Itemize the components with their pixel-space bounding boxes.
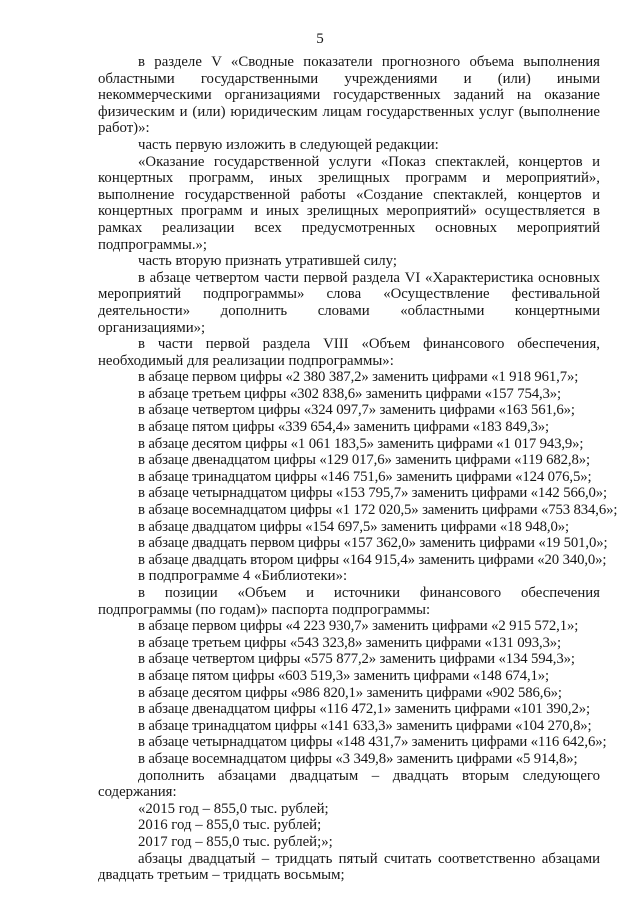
- list-item: в абзаце двадцать первом цифры «157 362,0» заменить цифрами «19 501,0»;: [138, 535, 608, 552]
- list-item: в абзаце четвертом цифры «575 877,2» заменить цифрами «134 594,3»;: [138, 651, 575, 668]
- list-item: в абзаце третьем цифры «543 323,8» заменить цифрами «131 093,3»;: [138, 634, 561, 651]
- paragraph-new-wording: «Оказание государственной услуги «Показ спектаклей, концертов и концертных программ, иных зрелищных программ и мероприятий», выполнение государственной работы «Создание спектаклей, концертов и концертных программ и иных зрелищных мероприятий» осуществляется в рамках реализации всех предусмотренных основных мероприятий подпрограммы.»;: [98, 153, 600, 253]
- paragraph-section-viii: в части первой раздела VIII «Объем финансового обеспечения, необходимый для реализации подпрограммы»:: [98, 336, 600, 369]
- list-item: в абзаце двенадцатом цифры «116 472,1» заменить цифрами «101 390,2»;: [138, 701, 590, 718]
- paragraph-section-v: в разделе V «Сводные показатели прогнозного объема выполнения областными государственными учреждениями и (или) иными некоммерческими организациями государственных заданий на оказание физическим и (или) юридическим лицам государственных услуг (выполнение работ)»:: [98, 54, 600, 137]
- paragraph-subprogram-4: в подпрограмме 4 «Библиотеки»:: [138, 568, 348, 585]
- list-item: в абзаце пятом цифры «603 519,3» заменить цифрами «148 674,1»;: [138, 667, 549, 684]
- amendment-list-a: [98, 369, 618, 568]
- list-item: в абзаце двадцать втором цифры «164 915,4» заменить цифрами «20 340,0»;: [138, 551, 607, 568]
- list-item: в абзаце пятом цифры «339 654,4» заменить цифрами «183 849,3»;: [138, 419, 549, 436]
- paragraph-section-vi: в абзаце четвертом части первой раздела VI «Характеристика основных мероприятий подпрограммы» слова «Осуществление фестивальной деятельности» дополнить словами «областными концертными организациями»;: [98, 269, 600, 336]
- list-item: в абзаце десятом цифры «1 061 183,5» заменить цифрами «1 017 943,9»;: [138, 435, 584, 452]
- list-item: в абзаце первом цифры «2 380 387,2» заменить цифрами «1 918 961,7»;: [138, 369, 579, 386]
- list-item: в абзаце тринадцатом цифры «146 751,6» заменить цифрами «124 076,5»;: [138, 468, 592, 485]
- list-item: в абзаце четвертом цифры «324 097,7» заменить цифрами «163 561,6»;: [138, 402, 575, 419]
- list-item: в абзаце двенадцатом цифры «129 017,6» заменить цифрами «119 682,8»;: [138, 452, 590, 469]
- list-item: в абзаце двадцатом цифры «154 697,5» заменить цифрами «18 948,0»;: [138, 518, 569, 535]
- paragraph-passport-position: в позиции «Объем и источники финансового обеспечения подпрограммы (по годам)» паспорта подпрограммы:: [98, 585, 600, 618]
- list-item: в абзаце четырнадцатом цифры «148 431,7» заменить цифрами «116 642,6»;: [138, 734, 607, 751]
- paragraph-add-paragraphs: дополнить абзацами двадцатым – двадцать вторым следующего содержания:: [98, 767, 600, 801]
- list-item: в абзаце первом цифры «4 223 930,7» заменить цифрами «2 915 572,1»;: [138, 618, 579, 635]
- paragraph-part-one-edit: часть первую изложить в следующей редакции:: [138, 136, 439, 153]
- quote-line-2017: 2017 год – 855,0 тыс. рублей;»;: [138, 833, 333, 850]
- list-item: в абзаце тринадцатом цифры «141 633,3» заменить цифрами «104 270,8»;: [138, 717, 592, 734]
- paragraph-renumber: абзацы двадцатый – тридцать пятый считать соответственно абзацами двадцать третьим – тридцать восьмым;: [98, 850, 600, 884]
- quote-line-2015: «2015 год – 855,0 тыс. рублей;: [138, 800, 329, 817]
- list-item: в абзаце третьем цифры «302 838,6» заменить цифрами «157 754,3»;: [138, 385, 561, 402]
- amendment-list-b: [98, 618, 607, 767]
- list-item: в абзаце десятом цифры «986 820,1» заменить цифрами «902 586,6»;: [138, 684, 562, 701]
- quote-line-2016: 2016 год – 855,0 тыс. рублей;: [138, 817, 322, 834]
- paragraph-part-two-void: часть вторую признать утратившей силу;: [138, 253, 397, 270]
- list-item: в абзаце четырнадцатом цифры «153 795,7» заменить цифрами «142 566,0»;: [138, 485, 607, 502]
- list-item: в абзаце восемнадцатом цифры «3 349,8» заменить цифрами «5 914,8»;: [138, 750, 578, 767]
- page-number: 5: [316, 31, 324, 47]
- list-item: в абзаце восемнадцатом цифры «1 172 020,5» заменить цифрами «753 834,6»;: [138, 502, 618, 519]
- document-body: [98, 54, 618, 884]
